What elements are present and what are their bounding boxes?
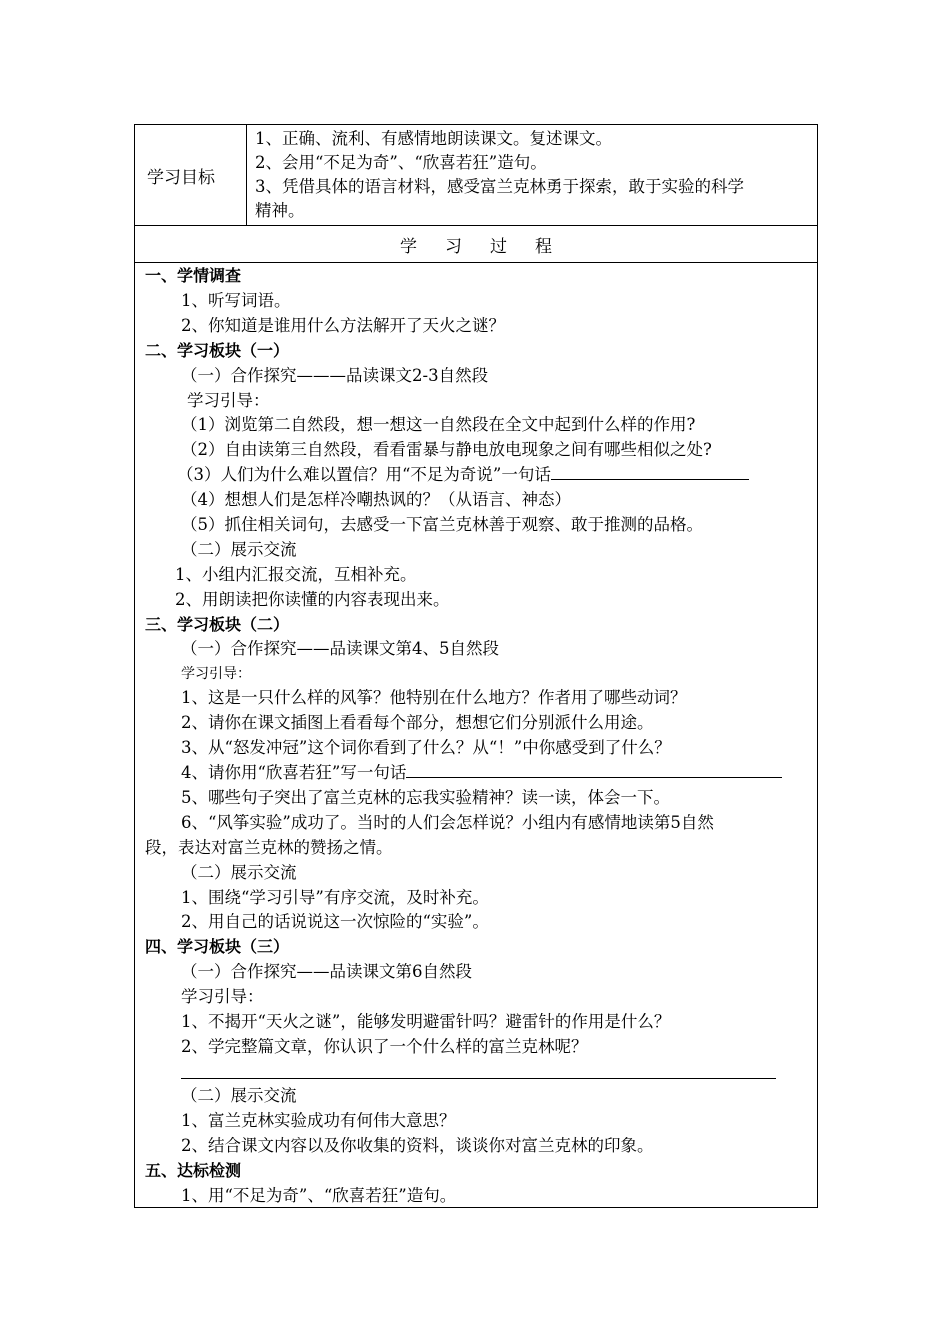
content-line: （二）展示交流 <box>181 540 297 559</box>
section-heading: 五、达标检测 <box>145 1161 242 1180</box>
content-line: 2、学完整篇文章，你认识了一个什么样的富兰克林呢？ <box>181 1037 588 1056</box>
section-heading: 三、学习板块（二） <box>145 615 290 634</box>
content-line: （2）自由读第三自然段，看看雷暴与静电放电现象之间有哪些相似之处? <box>181 440 712 459</box>
content-line: 2、用自己的话说说这一次惊险的“实验”。 <box>181 912 489 931</box>
content-line: 3、从“怒发冲冠”这个词你看到了什么？从“！”中你感受到了什么？ <box>181 738 671 757</box>
content-line: 学习引导： <box>181 987 264 1006</box>
answer-blank[interactable] <box>406 762 782 778</box>
content-line: 学习引导： <box>187 391 270 410</box>
content-line: 2、用朗读把你读懂的内容表现出来。 <box>175 590 450 609</box>
content-line: 1、听写词语。 <box>181 291 291 310</box>
content-line: （二）展示交流 <box>181 863 297 882</box>
content-line: 1、用“不足为奇”、“欣喜若狂”造句。 <box>181 1186 457 1205</box>
content-line: （5）抓住相关词句，去感受一下富兰克林善于观察、敢于推测的品格。 <box>181 515 703 534</box>
content-line: （一）合作探究——品读课文第4、5自然段 <box>181 639 499 658</box>
content-line: 1、这是一只什么样的风筝？他特别在什么地方？作者用了哪些动词？ <box>181 688 687 707</box>
content-line: （4）想想人们是怎样冷嘲热讽的？（从语言、神态） <box>181 490 571 509</box>
content-line: 1、不揭开“天火之谜”，能够发明避雷针吗？避雷针的作用是什么？ <box>181 1012 671 1031</box>
content-line: （二）展示交流 <box>181 1086 297 1105</box>
content-line <box>181 762 782 784</box>
content-line: 学习引导： <box>181 666 251 682</box>
goal-item: 精神。 <box>255 201 305 220</box>
question-text: 4、请你用“欣喜若狂”写一句话 <box>181 763 407 782</box>
answer-blank[interactable] <box>551 464 749 480</box>
answer-blank[interactable] <box>181 1078 776 1079</box>
section-heading: 四、学习板块（三） <box>145 937 290 956</box>
goals-list <box>255 127 815 223</box>
content-line: 1、小组内汇报交流，互相补充。 <box>175 565 417 584</box>
content-line <box>177 464 749 486</box>
content-line: 5、哪些句子突出了富兰克林的忘我实验精神？读一读，体会一下。 <box>181 788 670 807</box>
goal-item: 3、凭借具体的语言材料，感受富兰克林勇于探索，敢于实验的科学 <box>255 177 744 196</box>
content-line: 6、“风筝实验”成功了。当时的人们会怎样说？小组内有感情地读第5自然 <box>181 813 714 832</box>
section-heading: 二、学习板块（一） <box>145 341 290 360</box>
section-heading: 一、学情调查 <box>145 266 242 285</box>
goal-item: 1、正确、流利、有感情地朗读课文。复述课文。 <box>255 129 612 148</box>
content-line: 段，表达对富兰克林的赞扬之情。 <box>145 838 393 857</box>
content-line: 2、请你在课文插图上看看每个部分，想想它们分别派什么用途。 <box>181 713 654 732</box>
question-text: （3）人们为什么难以置信？用“不足为奇说”一句话 <box>177 465 551 484</box>
content-line: 1、围绕“学习引导”有序交流，及时补充。 <box>181 888 489 907</box>
content-line: （1）浏览第二自然段，想一想这一自然段在全文中起到什么样的作用? <box>181 415 696 434</box>
lesson-table <box>134 124 818 1208</box>
content-line: 2、结合课文内容以及你收集的资料，谈谈你对富兰克林的印象。 <box>181 1136 654 1155</box>
content-line: 1、富兰克林实验成功有何伟大意思？ <box>181 1111 456 1130</box>
goal-item: 2、会用“不足为奇”、“欣喜若狂”造句。 <box>255 153 547 172</box>
content-line: （一）合作探究———品读课文2-3自然段 <box>181 366 489 385</box>
goals-label: 学习目标 <box>135 125 247 225</box>
content-line: （一）合作探究——品读课文第6自然段 <box>181 962 472 981</box>
process-title: 学习过程 <box>400 236 580 257</box>
row-divider <box>135 262 817 263</box>
content-line: 2、你知道是谁用什么方法解开了天火之谜？ <box>181 316 505 335</box>
